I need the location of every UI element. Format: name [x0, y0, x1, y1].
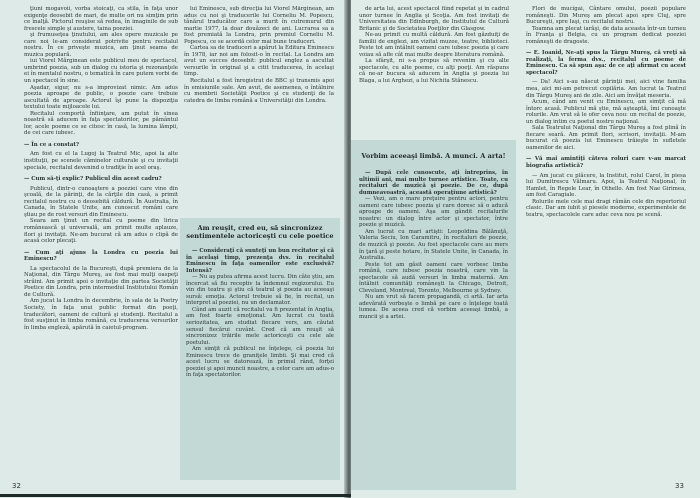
paragraph: Toamna am plecat iarăşi, de data aceasta într-un turneu în Franţa şi Belgia, cu un program dedicat poeziei româneşti de dragoste. — [526, 25, 686, 45]
paragraph: Acum, când am venit cu Eminescu, am simţit că mă întorc acasă. Publicul mă ştie, mă aşteaptă, îmi cunoaşte rolurile. Am vrut să le ofer ceva nou: un recital de poezie, un dialog intim cu poetul nostru naţional. — [526, 99, 686, 125]
paragraph: — Am jucat cu plăcere, la Institut, rolul Carol, în piesa lui Dumitrescu Vălmaru. Apoi, la Teatrul Naţional, în Hamlet, în Regele Lear, în Othello. Am fost Nae Girimea, am fost Caragiale. — [526, 172, 686, 199]
paragraph: şi frumuseţea ţinutului, am ales opere muzicale pe care noi le-am considerat potrivite pentru recitalul nostru. În ce priveşte muzica, am ţinut seama de muzica populară. — [24, 32, 178, 58]
paragraph: lui Eminescu, sub direcţia lui Viorel Mărginean, am adus cu noi şi traducerile lui Corneliu M. Popescu, tânărul traducător care a murit în cutremurul din martie 1977, la doar douăzeci de ani. Lucrarea sa a fost premiată la Londra, prin premiul Corneliu M. Popescu, ce se acordă celor mai bune traduceri. — [184, 6, 334, 45]
interview-question: — În ce a constat? — [24, 141, 80, 148]
interview-question: — Cum aţi ajuns la Londra cu poezia lui Eminescu? — [24, 249, 178, 263]
paragraph: La sfârşit, ni s-a propus să revenim şi cu alte spectacole, cu alte poeme, cu alţi poeţi. Am răspuns că ne-ar bucura să aducem în Anglia şi poezia lui Blaga, a lui Arghezi, a lui Nichita Stănescu. — [359, 58, 509, 85]
paragraph: Rolurile mele cele mai dragi rămân cele din repertoriul clasic. Dar am iubit şi piesele moderne, experimentele de teatru, spectacolele care aduc ceva nou pe scenă. — [526, 198, 686, 218]
bottom-edge — [0, 494, 351, 497]
box-body — [180, 248, 340, 379]
paragraph: Am fost cu el la Lugoj la Teatrul Mic, apoi la alte instituţii, pe scenele căminelor culturale şi cu invitaţii speciale, recitalul devenind o tradiţie în acel oraş. — [24, 151, 178, 171]
interview-question: — E. Ioanid, Ne-aţi spus la Târgu Mureş, că vreţi să realizaţi, la ferma dvs., recitalul cu poeme de Eminescu. Ca să spun aşa: de ce aţi afirmat cu acest spectacol? — [526, 50, 686, 76]
page-number-left: 32 — [12, 482, 21, 490]
paragraph: La spectacolul de la Bucureşti, după premiera de la Naţional, din Târgu Mureş, au fost mai mulţi oaspeţi străini. Am primit apoi o invitaţie din partea Societăţii Poetice din Londra, prin intermediul Institutului Român de Cultură. — [24, 265, 178, 298]
paragraph: Aşadar, sigur, nu s-a improvizat nimic. Am adus poezia aproape de public, o poezie care trebuie ascultată de aproape. Actorul îşi pune la dispoziţia textului toate mijloacele lui. — [24, 84, 178, 111]
paragraph: Recitalul comportă înfiinţare, am putut în sinea noastră să aducem în faţa spectatorilor, pe pământul lor, acele poeme ce se citesc în casă, la lumina lămpii, de cei care iubesc. — [24, 110, 178, 137]
paragraph: — Da! Aici s-au născut părinţii mei, aici vine familia mea, aici mi-am petrecut copilăria. Am lucrat la Teatrul din Târgu Mureş ani de zile. Aici am învăţat meseria. — [526, 79, 686, 99]
left-highlight-box — [180, 218, 340, 480]
box-title: Vorbim aceeaşi limbă. A munci. A arta! — [361, 152, 506, 160]
paragraph: Când am auzit că recitalul va fi prezentat în Anglia, am fost foarte emoţionat. Am lucrat cu toată seriozitatea, am studiat fiecare vers, am căutat sensul fiecărui cuvânt. Cred că am reuşit să sincronizez trăirile mele actoriceşti cu cele ale poetului. — [186, 306, 334, 346]
box-question: — După cele cunoscute, aţi întreprins, în ultimii ani, mai multe turnee artistice. Toate, cu recitaluri de muzică şi poezie. De ce, după dumneavoastră, această operaţiune artistică? — [359, 170, 508, 196]
paragraph: Peste tot am găsit oameni care vorbesc limba română, care iubesc poezia noastră, care vin la spectacole să audă versuri în limba maternă. Am întâlnit comunităţi româneşti la Chicago, Detroit, Cleveland, Montreal, Toronto, Melbourne şi Sydney. — [359, 261, 508, 294]
paragraph: Am simţit că publicul ne înţelege, că poezia lui Eminescu trece de graniţele limbii. Şi mai cred că acest lucru se datorează, în primul rând, forţei poeziei şi apoi muncii noastre, a celor care am adus-o în faţa spectatorilor. — [186, 346, 334, 379]
interview-question: — Cum să-ţi explic? Publicul din acest cadru? — [24, 176, 162, 183]
paragraph: Nu am vrut să facem propagandă, ci artă. Iar arta adevărată vorbeşte o limbă pe care o înţelege toată lumea. De aceea cred că vorbim aceeaşi limbă, a muncii şi a artei. — [359, 294, 508, 321]
right-column-1-top — [359, 6, 509, 141]
paragraph: Cartea sa de traduceri a apărut la Editura Eminescu în 1978, iar noi am folosit-o în recital. La Londra am avut un succes deosebit: publicul englez a ascultat versurile în original şi a citit traducerea, în acelaşi timp. — [184, 45, 334, 78]
paragraph: Am jucat la Londra în decembrie, în sala de la Poetry Society, în faţa unui public format din poeţi, traducători, oameni de cultură şi studenţi. Recitalul a fost susţinut în limba română, cu traducerea versurilor în limba engleză, apărută în caietul-program. — [24, 298, 178, 331]
paragraph: Recitalul a fost înregistrat de BBC şi transmis apoi în emisiunile sale. Am avut, de asemenea, o întâlnire cu membrii Societăţii Poetice şi cu studenţi de la catedra de limba română a Universităţii din Londra. — [184, 78, 334, 104]
box-title: Am reuşit, cred eu, să sincronizez sentimentele actoriceşti cu cele poetice — [186, 224, 334, 240]
paragraph: Sala Teatrului Naţional din Târgu Mureş a fost plină în fiecare seară. Am primit flori, scrisori, invitaţii. M-am bucurat că poezia lui Eminescu trăieşte în sufletele oamenilor de aici. — [526, 125, 686, 151]
paragraph: de arta lui, acest spectacol fiind repetat şi în cadrul unor turnee în Anglia şi Scoţia. Am fost invitaţi de Universitatea din Edinburgh, de Institutul de Cultură Britanic şi de Societatea Poeţilor din Glasgow. — [359, 6, 509, 32]
paragraph: iui Viorel Mărginean este publicul meu de spectacol, umbrind poezia, sub un dialog cu istoria şi rezonanţele ei în mentalul nostru, o tematică în care putem vorbi de un spectacol în sine. — [24, 58, 178, 85]
left-column-2-top — [184, 6, 334, 216]
right-column-2 — [526, 6, 686, 218]
paragraph: Am lucrat cu mari artişti: Leopoldina Bălănuţă, Valeria Seciu, Ion Caramitru, în recitaluri de poezie, de muzică şi poezie. Au fost spectacole care au mers în ţară şi peste hotare, în Statele Unite, în Canada, în Australia. — [359, 228, 508, 262]
box-question: — Consideraţi că sunteţi un bun recitator şi că în acelaşi timp, prezenţa dvs. în recitalul Eminescu în faţa oamenilor este exclusivă? Intensă? — [186, 248, 334, 274]
paragraph: — Vezi, am o mare preţuire pentru actori, pentru oameni care iubesc poezia şi care doresc să o aducă aproape de oameni. Aşa am gândit recitalurile noastre: un dialog între actor şi spectator, între poezie şi muzică. — [359, 196, 508, 229]
paragraph: Flori de mucigai, Cântare omului, poezii populare româneşti. Din Mureş am plecat apoi spre Cluj, spre Bucureşti, spre Iaşi, cu recitalul nostru. — [526, 6, 686, 26]
paragraph: Publicul, dintr-o cunoaştere a poeziei care vine din şcoală, de la părinţi, de la cărţile din casă, a primit recitalul nostru cu o deosebită căldură. În Australia, în Canada, în Statele Unite, am cunoscut români care ştiau pe de rost versuri din Eminescu. — [24, 185, 178, 218]
box-body — [351, 170, 516, 321]
left-page — [0, 0, 347, 498]
paragraph: Seara am ţinut un recital cu poeme din lirica românească şi universală, am primit multe aplauze, flori şi invitaţii. Ne-am bucurat că am adus o clipă de acasă celor plecaţi. — [24, 218, 178, 245]
page-number-right: 33 — [675, 482, 684, 490]
right-highlight-box — [351, 140, 516, 490]
paragraph: Ne-au primit cu multă căldură. Am fost găzduiţi de familii de englezi, am vizitat muzee, teatre, biblioteci. Peste tot am întâlnit oameni care iubesc poezia şi care voiau să afle cât mai multe despre literatura română. — [359, 32, 509, 58]
left-column-1 — [24, 6, 178, 331]
right-page — [351, 0, 700, 498]
interview-question: — Vă mai amintiţi câteva roluri care v-au marcat biografia artistică? — [526, 156, 686, 170]
paragraph: — Nu aş putea afirma acest lucru. Din câte ştiu, am încercat să fiu receptiv la îndemnul regizorului. Eu vin din teatru şi ştiu că teatrul şi poezia au aceeaşi sursă: emoţia. Actorul trebuie să fie, în recital, un interpret al poeziei, nu un declamator. — [186, 274, 334, 307]
paragraph: ţiuni mogavoii, vorba stoicaţi, ca stila, în faţa unor exigenţe deosebit de mari, de multe ori nu simţim prin ce înalţă. Pictorul reuşise să redea, în imaginile de sub frescele simple şi austere, taina poeziei. — [24, 6, 178, 32]
